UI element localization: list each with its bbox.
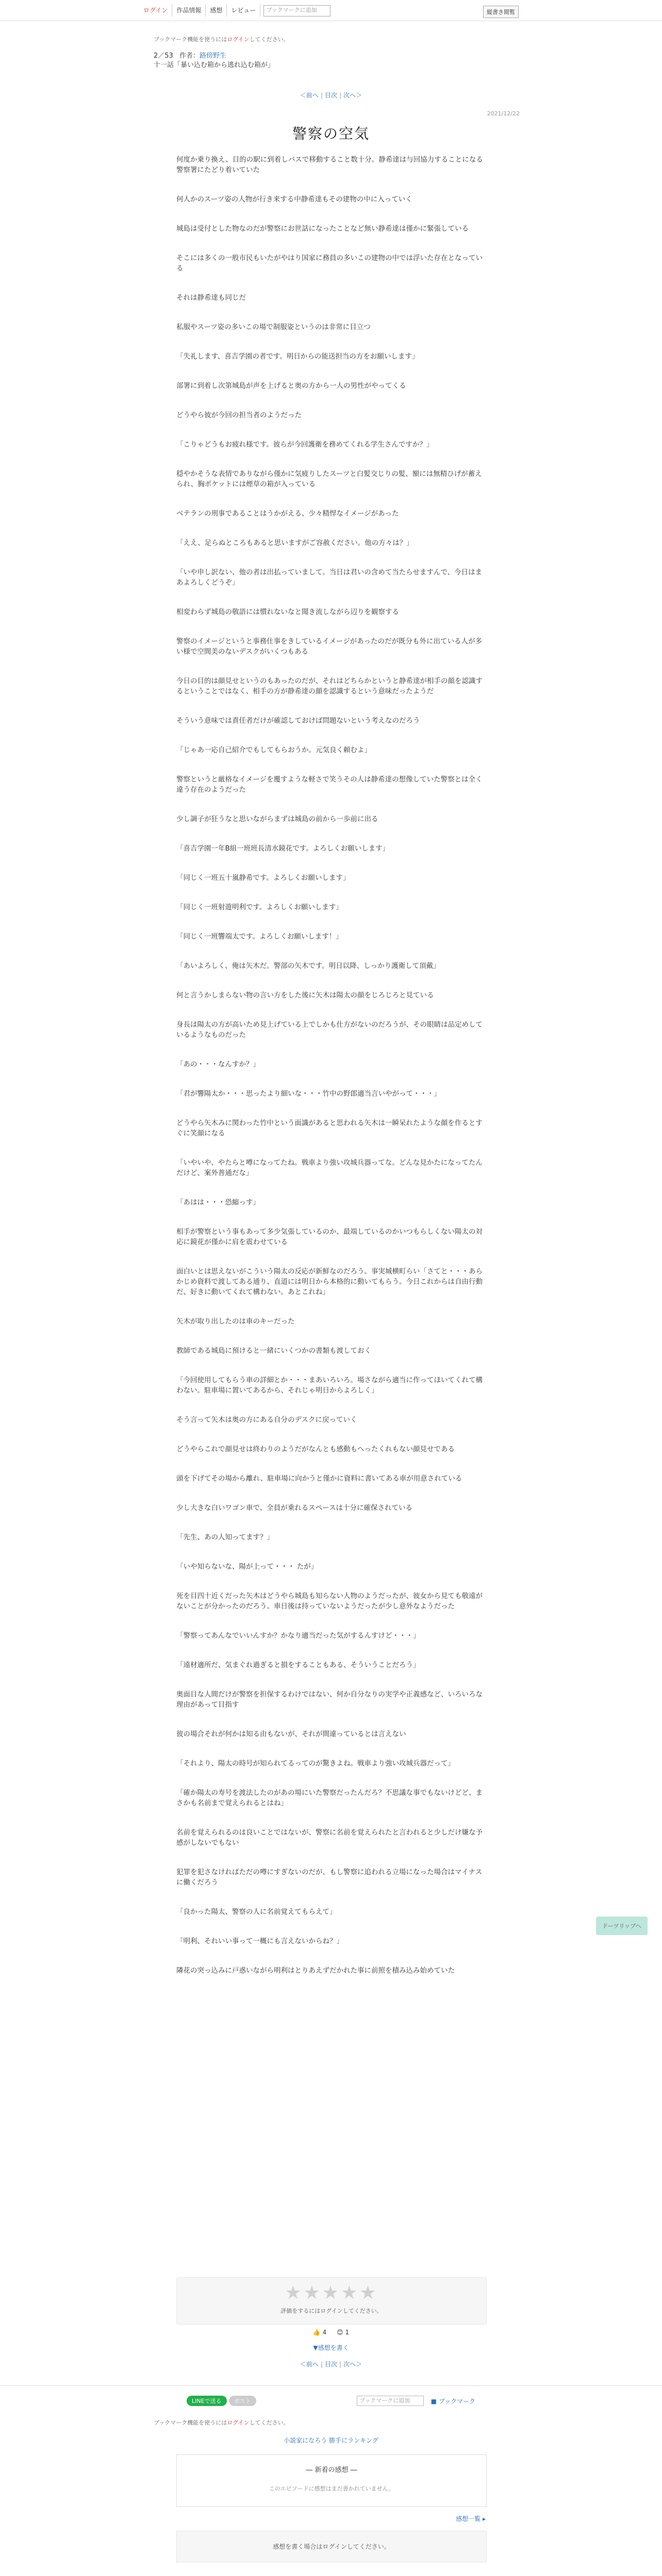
line-share-button[interactable]: LINEで送る — [187, 2396, 227, 2406]
article-paragraph: 彼の場合それが何かは知る由もないが、それが間違っているとは言えない — [176, 1730, 406, 1738]
article-paragraph: 部署に到着し次第城島が声を上げると奥の方から一人の男性がやってくる — [176, 382, 406, 390]
article-paragraph: そう言って矢木は奥の方にある自分のデスクに戻っていく — [176, 1416, 357, 1424]
article-paragraph: 何人かのスーツ姿の人物が行き来する中静希達もその建物の中に入っていく — [176, 195, 412, 204]
like-reaction[interactable]: 👍 4 — [312, 2329, 327, 2336]
article-paragraph: 「警察ってあんなでいいんすか？かなり適当だった気がするんすけど・・・」 — [176, 1632, 420, 1640]
vertical-reading-button[interactable]: 縦書き閲覧 — [483, 6, 519, 18]
article-paragraph: そういう意味では責任者だけが確認しておけば問題ないという考えなのだろう — [176, 717, 420, 725]
article-paragraph: 少し調子が狂うなと思いながらまずは城島の前から一歩前に出る — [176, 815, 378, 823]
article-paragraph: 「同じく一班五十嵐静希です。よろしくお願いします」 — [176, 874, 350, 882]
article-paragraph: 頭を下げてその場から離れ、駐車場に向かうと僅かに資料に書いてある車が用意されている — [176, 1475, 462, 1483]
prev-link[interactable]: ＜前へ — [300, 92, 319, 99]
impression-list-link[interactable]: 感想一覧 ▸ — [456, 2515, 486, 2522]
article-paragraph: 「こりゃどうもお疲れ様です。彼らが今回護衛を務めてくれる学生さんですか？」 — [176, 440, 434, 449]
article-paragraph: 「いやいや、やたらと噂になってたね。戦車より強い攻城兵器ってな。どんな見かたになってたんだけど、案外普通だな」 — [176, 1159, 483, 1177]
evaluation-login-message: 評価をするにはログインしてください。 — [280, 2308, 383, 2314]
bookmark-button[interactable]: ■ ブックマーク — [431, 2398, 475, 2405]
article-title: 警察の空気 — [292, 125, 370, 142]
nav-work-info[interactable]: 作品情報 — [172, 4, 206, 16]
article-paragraph: それは静希達も同じだ — [176, 294, 246, 302]
article-paragraph: 「いや知らないな、陽が上って・・・ たが」 — [176, 1563, 318, 1571]
bookmark-add-input-bottom[interactable]: ブックマークに追加 — [357, 2396, 424, 2406]
evaluation-box — [176, 2277, 487, 2325]
pager-bottom: ＜前へ | 目次 | 次へ＞ — [300, 2361, 362, 2368]
impression-login-box: 感想を書く場合はログインしてください。 — [176, 2531, 487, 2563]
article-paragraph: 「同じく一班射遊明利です。よろしくお願いします」 — [176, 903, 343, 911]
article-paragraph: 「ええ、足らぬところもあると思いますがご容赦ください。他の方々は？」 — [176, 539, 413, 547]
article-paragraph: 少し大きな白いワゴン車で、全員が乗れるスペースは十分に確保されている — [176, 1504, 413, 1512]
floating-toolbar-button[interactable]: ドーツリップへ — [596, 1917, 648, 1935]
article-paragraph: 「先生、あの人知ってます？」 — [176, 1533, 274, 1541]
chapter-title: 十一話「暴い込む箱から逃れ込む箱が」 — [154, 61, 275, 69]
notice-login-link-bottom[interactable]: ログイン — [227, 2419, 250, 2426]
article-paragraph: 「いや申し訳ない、他の者は出払っていまして。当日は君いの含めて当たらせますんで、今日はまあよろしくどうぞ」 — [176, 568, 483, 587]
article-paragraph: 穏やかそうな表情でありながら僅かに気疲りしたスーツと白髪交じりの髪、額には無精ひげが蓄えられ、胸ポケットには煙草の箱が入っている — [176, 470, 482, 488]
article-paragraph: 何度か乗り換え、目的の駅に到着しバスで移動すること数十分。静希達は与回協力することになる警察署にたどり着いていた — [176, 156, 483, 174]
smile-reaction[interactable]: 😊 1 — [337, 2329, 350, 2336]
notice-prefix: ブックマーク機能を使うには — [154, 36, 227, 43]
bookmark-add-input[interactable]: ブックマークに追加 — [263, 5, 330, 16]
article-paragraph: 相手が警察という事もあって多少気張しているのか、最端しているのかいつもらしくない陽太の対応に鏡花が僅かに肩を震わせている — [176, 1228, 483, 1246]
new-impressions-box — [176, 2454, 487, 2507]
no-impressions-message: このエピソードに感想はまだ書かれていません。 — [269, 2485, 394, 2492]
article-paragraph: 面白いとは思えないがこういう陽太の反応が新鮮なのだろう。事実城横町らい「さてと・・・あらかじめ資料で渡してある通り、直道には明日から本格的に動いてもらう。今日これからは自由行動だ、好きに動いてくれて構わない。あとこれね」 — [176, 1267, 483, 1296]
nav-reviews[interactable]: レビュー — [227, 4, 260, 16]
next-link-bottom[interactable]: 次へ＞ — [343, 2361, 362, 2368]
top-bar — [0, 0, 662, 21]
article-paragraph: 「同じく一班響端太です。よろしくお願いします！」 — [176, 933, 343, 941]
article-paragraph: 教師である城島に預けると一緒にいくつかの書類も渡しておく — [176, 1347, 371, 1355]
top-bar-inner — [143, 4, 519, 16]
article-paragraph: そこには多くの一般市民もいたがやはり国家に務員の多いこの建物の中では浮いた存在となっている — [176, 254, 483, 273]
article-paragraph: 身長は陽太の方が高いため見上げている上でしかも仕方がないのだろうが、その眼睛は品定めしているようなものだった — [176, 1021, 483, 1039]
article-paragraph: どうやら彼が今回の担当者のようだった — [176, 411, 302, 419]
chapter-number: 2／53 — [154, 52, 173, 60]
article-paragraph: 城島は受付とした物なのだが警察にお世話になったことなど無い静希達は僅かに緊張している — [176, 225, 469, 233]
article-paragraph: 名前を覚えられるのは良いことではないが、警察に名前を覚えられたと言われると少しだけ嫌な予感がしないでもない — [176, 1828, 483, 1847]
article-paragraph: 「あいよろしく、俺は矢木だ。警部の矢木です。明日以降、しっかり護衛して頂戴」 — [176, 962, 440, 970]
index-link-bottom[interactable]: 目次 — [324, 2361, 337, 2368]
article-paragraph: 警察というと厳格なイメージを覆すような軽さで笑うその人は静希達の想像していた警察とは全く違う存在のようだった — [176, 775, 483, 794]
notice-suffix-bottom: してください。 — [249, 2419, 289, 2426]
article-paragraph: 「喜吉学園一年B組一班班長清水鏡花です。よろしくお願いします」 — [176, 844, 390, 853]
article-paragraph: 矢木が取り出したのは車のキーだった — [176, 1317, 295, 1326]
article-paragraph: 「あの・・・なんすか？」 — [176, 1060, 260, 1069]
article-paragraph: 相変わらず城島の敬語には慣れないなと聞き流しながら辺りを観察する — [176, 608, 399, 616]
article-paragraph: 警察のイメージというと事務仕事をきしているイメージがあったのだが既分も外に出ている人が多い様で空間美のないデスクがいくつもある — [176, 637, 483, 656]
article-paragraph: 「確か陽太の寿号を渡法したのがあの場にいた警察だったんだろ？不思議な事でもないけどど、まさかも名前まで覚えられるとはね」 — [176, 1789, 483, 1807]
article-paragraph: 奥面目な人間だけが警察を担保するわけではない、何か自分なりの実学や正義感など、いろいろな理由があって目指す — [176, 1690, 483, 1709]
author-label: 作者： — [179, 52, 200, 60]
x-post-button[interactable]: ポスト — [229, 2396, 256, 2406]
article-paragraph: 「それより、陽太の時号が知られてるってのが驚きよね。戦車より強い攻城兵器だって」 — [176, 1759, 455, 1768]
article-paragraph: 「良かった陽太、警察の人に名前覚えてもらえて」 — [176, 1908, 337, 1916]
nav-impressions[interactable]: 感想 — [206, 4, 227, 16]
article-paragraph: 「今回使用してもらう車の詳細とか・・・まあいろいろ。場さながら適当に作ってほいてくれて構わない。駐車場に置いてあるから、それじゃ明日からよろしく」 — [176, 1376, 483, 1395]
article-paragraph: ベテランの刑事であることはうかがえる、少々精悍なイメージがあった — [176, 510, 399, 518]
article-paragraph: 犯罪を犯さなければただの噂にすぎないのだが、もし警察に追われる立場になった場合はマイナスに働くだろう — [176, 1868, 483, 1887]
article-paragraph: 死を目四十近くだった矢木はどうやら城島も知らない人物のようだったが、彼女から見ても敬遠がないことが分かったのだろう。車日後は持っていないようだったが少し意外なようだった — [176, 1592, 483, 1611]
series-meta — [154, 52, 274, 61]
article-paragraph: 隣花の突っ込みに戸惑いながら明利はとりあえずだかれた事に前照を積み込み始めていた — [176, 1967, 455, 1975]
publish-date: 2021/12/22 — [487, 110, 520, 117]
article-paragraph: どうやらこれで顔見せは終わりのようだがなんとも感動もへったくれもない顔見せである — [176, 1445, 455, 1453]
article-paragraph: 何と言うかしまらない物の言い方をした後に矢木は陽太の顔をじろじろと見ている — [176, 991, 434, 999]
rating-stars[interactable]: ★★★★★ — [285, 2282, 378, 2303]
index-link[interactable]: 目次 — [324, 92, 337, 99]
author-link[interactable]: 路傍野生 — [199, 52, 226, 60]
article-paragraph: 「じゃあ一応自己紹介でもしてもらおうか。元気良く頼むよ」 — [176, 746, 371, 754]
bookmark-login-notice — [154, 35, 289, 43]
article-paragraph: 今日の目的は顔見せというのもあったのだが、それはどちらかというと静希達が相手の顔を認識するということではなく、相手の方が静希達の顔を認識するという意味だったようだ — [176, 677, 483, 696]
write-impression-link[interactable]: ▼感想を書く — [313, 2344, 349, 2351]
article-paragraph: 「君が響陽太か・・・思ったより細いな・・・竹中の野郎適当言いやがって・・・」 — [176, 1090, 441, 1098]
article-paragraph: 「遠材適所だ、気まぐれ過ぎると損をすることもある、そういうことだろう」 — [176, 1661, 420, 1669]
article-body — [176, 155, 486, 1995]
article-paragraph: 「明利、それいい事って一概にも言えないからね？」 — [176, 1937, 343, 1945]
next-link[interactable]: 次へ＞ — [343, 92, 362, 99]
notice-suffix: してください。 — [249, 36, 289, 43]
reactions — [0, 2329, 662, 2336]
article-paragraph: どうやら矢木みに関わった竹中という面識があると思われる矢木は一瞬呆れたような顔を作るとすぐに笑顔になる — [176, 1119, 483, 1138]
article-paragraph: 「失礼します、喜吉学園の者です。明日からの能送担当の方をお願いします」 — [176, 352, 419, 361]
prev-link-bottom[interactable]: ＜前へ — [300, 2361, 319, 2368]
article-paragraph: 「あはは・・・恐縮っす」 — [176, 1198, 260, 1207]
new-impressions-title: ― 新着の感想 ― — [306, 2466, 357, 2474]
nav-login[interactable]: ログイン — [143, 4, 172, 16]
series-header — [154, 52, 274, 70]
bookmark-login-notice-bottom — [154, 2418, 289, 2427]
share-row — [187, 2396, 475, 2411]
notice-login-link[interactable]: ログイン — [227, 36, 250, 43]
notice-prefix-bottom: ブックマーク機能を使うには — [154, 2419, 227, 2426]
section-divider — [0, 2385, 662, 2386]
ranking-link[interactable]: 小説家になろう 勝手にランキング — [284, 2437, 378, 2444]
article-paragraph: 私服やスーツ姿の多いこの場で制服姿というのは非常に目立つ — [176, 323, 371, 331]
pager-top: ＜前へ | 目次 | 次へ＞ — [300, 92, 362, 99]
